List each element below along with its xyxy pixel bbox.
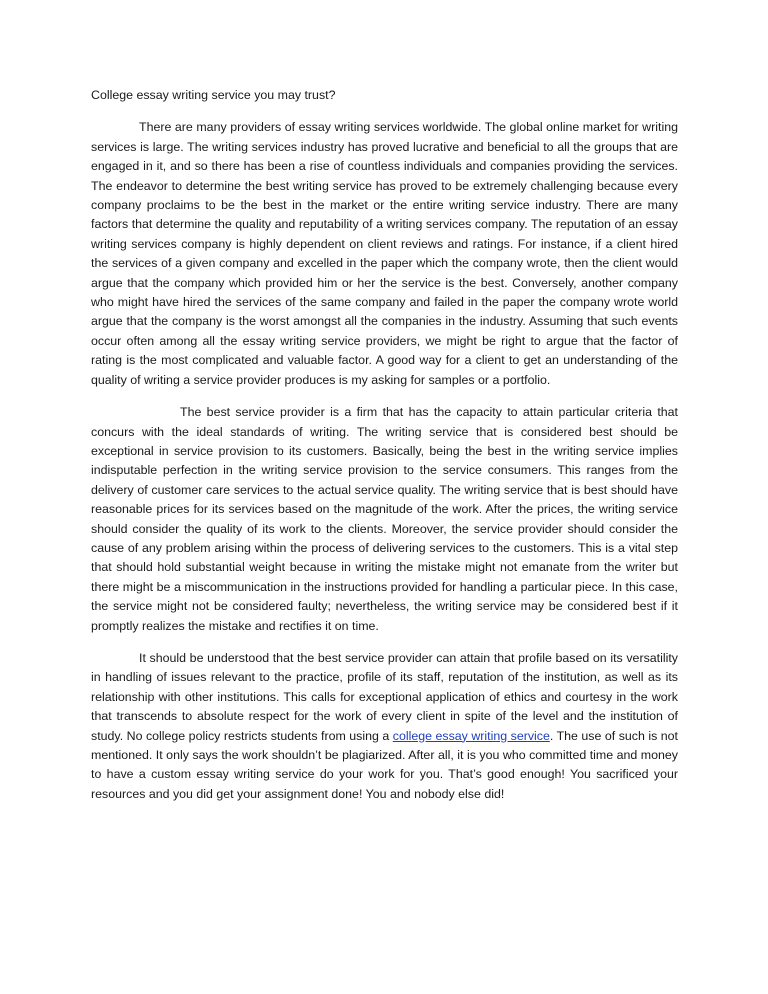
paragraph-versatility (91, 649, 678, 804)
paragraph-providers: There are many providers of essay writing services worldwide. The global online market for writing services is large. The writing services industry has proved lucrative and beneficial to all the groups that are engaged in it, and so there has been a rise of countless individuals and companies providing the services. The endeavor to determine the best writing service has proved to be extremely challenging because every company proclaims to be the best in the market or the entire writing service industry. There are many factors that determine the quality and reputability of a writing services company. The reputation of an essay writing services company is highly dependent on client reviews and ratings. For instance, if a client hired the services of a given company and excelled in the paper which the company wrote, then the client would argue that the company which provided him or her the service is the best. Conversely, another company who might have hired the services of the same company and failed in the paper the company wrote world argue that the company is the worst amongst all the companies in the industry. Assuming that such events occur often among all the essay writing service providers, we might be right to argue that the factor of rating is the most complicated and valuable factor. A good way for a client to get an understanding of the quality of writing a service provider produces is my asking for samples or a portfolio. (91, 120, 678, 387)
document-title: College essay writing service you may trust? (91, 88, 336, 102)
college-essay-writing-service-link[interactable]: college essay writing service (392, 728, 550, 743)
document-body (91, 86, 678, 817)
paragraph-versatility-text-after: . The use of such is not mentioned. It only says the work shouldn’t be plagiarized. After all, it is you who committed time and money to have a custom essay writing service do your work for you. That’s good enough! You sacrificed your resources and you did get your assignment done! You and nobody else did! (91, 728, 679, 801)
paragraph-versatility-text-before: It should be understood that the best service provider can attain that profile based on its versatility in handling of issues relevant to the practice, profile of its staff, reputation of the institution, as well as its relationship with other institutions. This calls for exceptional application of ethics and courtesy in the work that transcends to absolute respect for the work of every client in spite of the level and the institution of study. No college policy restricts students from using a (91, 650, 678, 743)
paragraph-best-provider: The best service provider is a firm that has the capacity to attain particular criteria that concurs with the ideal standards of writing. The writing service that is considered best should be exceptional in service provision to its customers. Basically, being the best in the writing service implies indisputable perfection in the writing service provision to the service consumers. This ranges from the delivery of customer care services to the actual service quality. The writing service that is best should have reasonable prices for its services based on the magnitude of the work. After the prices, the writing service should consider the quality of its work to the clients. Moreover, the service provider should consider the cause of any problem arising within the process of delivering services to the customers. This is a vital step that should hold substantial weight because in writing the mistake might not emanate from the writer but there might be a miscommunication in the instructions provided for handling a particular piece. In this case, the service might not be considered faulty; nevertheless, the writing service may be considered best if it promptly realizes the mistake and rectifies it on time. (91, 405, 678, 633)
